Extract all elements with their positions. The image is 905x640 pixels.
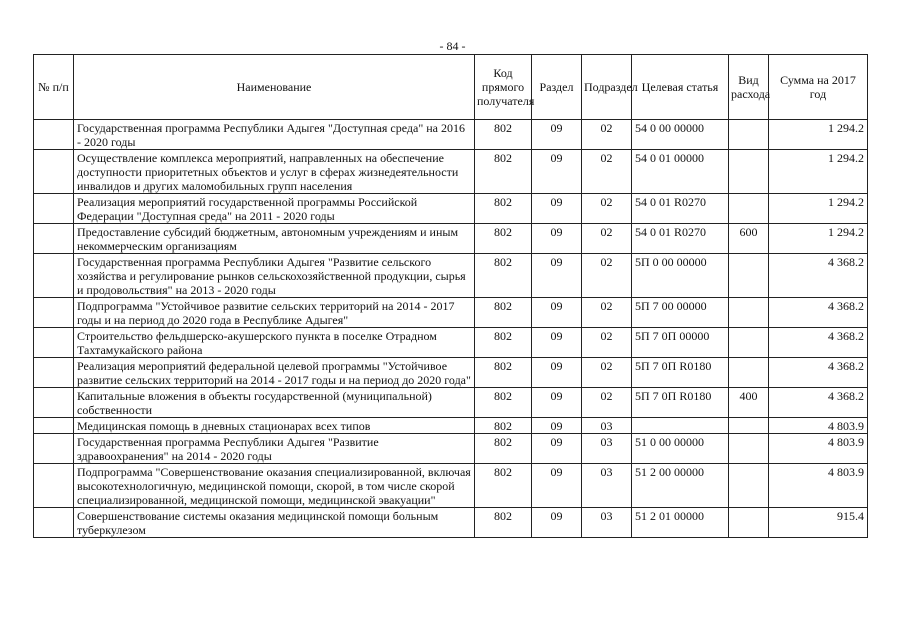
cell-sum: 4 803.9 xyxy=(769,464,868,508)
cell-target xyxy=(632,418,729,434)
header-code: Код прямого получателя xyxy=(475,55,532,120)
cell-target: 5П 7 0П 00000 xyxy=(632,328,729,358)
cell-name: Подпрограмма "Устойчивое развитие сельских территорий на 2014 - 2017 годы и на период до 2020 года в Республике Адыгея" xyxy=(74,298,475,328)
cell-section: 09 xyxy=(532,150,582,194)
header-num: № п/п xyxy=(34,55,74,120)
header-row xyxy=(34,55,868,120)
cell-num xyxy=(34,328,74,358)
table-row xyxy=(34,328,868,358)
cell-type: 400 xyxy=(729,388,769,418)
cell-section: 09 xyxy=(532,254,582,298)
cell-code: 802 xyxy=(475,358,532,388)
cell-section: 09 xyxy=(532,388,582,418)
cell-name: Реализация мероприятий государственной программы Российской Федерации "Доступная среда" на 2011 - 2020 годы xyxy=(74,194,475,224)
cell-code: 802 xyxy=(475,434,532,464)
cell-code: 802 xyxy=(475,298,532,328)
cell-section: 09 xyxy=(532,194,582,224)
header-section: Раздел xyxy=(532,55,582,120)
cell-section: 09 xyxy=(532,464,582,508)
budget-table xyxy=(33,54,868,538)
cell-section: 09 xyxy=(532,328,582,358)
cell-subsection: 02 xyxy=(582,298,632,328)
cell-code: 802 xyxy=(475,150,532,194)
table-row xyxy=(34,388,868,418)
cell-num xyxy=(34,464,74,508)
cell-target: 5П 7 00 00000 xyxy=(632,298,729,328)
cell-section: 09 xyxy=(532,120,582,150)
header-target: Целевая статья xyxy=(632,55,729,120)
cell-num xyxy=(34,150,74,194)
cell-target: 51 2 01 00000 xyxy=(632,508,729,538)
cell-target: 5П 7 0П R0180 xyxy=(632,358,729,388)
cell-code: 802 xyxy=(475,224,532,254)
cell-target: 54 0 00 00000 xyxy=(632,120,729,150)
cell-num xyxy=(34,418,74,434)
cell-name: Предоставление субсидий бюджетным, автономным учреждениям и иным некоммерческим организациям xyxy=(74,224,475,254)
cell-target: 54 0 01 R0270 xyxy=(632,224,729,254)
cell-sum: 4 803.9 xyxy=(769,434,868,464)
cell-name: Осуществление комплекса мероприятий, направленных на обеспечение доступности приоритетных объектов и услуг в сферах жизнедеятельности инвалидов и других маломобильных групп населения xyxy=(74,150,475,194)
table-row xyxy=(34,418,868,434)
cell-code: 802 xyxy=(475,328,532,358)
cell-name: Строительство фельдшерско-акушерского пункта в поселке Отрадном Тахтамукайского района xyxy=(74,328,475,358)
cell-type xyxy=(729,464,769,508)
cell-target: 5П 7 0П R0180 xyxy=(632,388,729,418)
cell-code: 802 xyxy=(475,120,532,150)
cell-type xyxy=(729,418,769,434)
cell-sum: 4 368.2 xyxy=(769,254,868,298)
cell-code: 802 xyxy=(475,508,532,538)
cell-type xyxy=(729,328,769,358)
cell-subsection: 02 xyxy=(582,358,632,388)
cell-name: Государственная программа Республики Адыгея "Развитие сельского хозяйства и регулирование рынков сельскохозяйственной продукции, сырья и продовольствия" на 2013 - 2020 годы xyxy=(74,254,475,298)
cell-sum: 4 368.2 xyxy=(769,298,868,328)
table-row xyxy=(34,120,868,150)
cell-subsection: 03 xyxy=(582,418,632,434)
cell-subsection: 02 xyxy=(582,328,632,358)
cell-subsection: 03 xyxy=(582,464,632,508)
cell-name: Реализация мероприятий федеральной целевой программы "Устойчивое развитие сельских территорий на 2014 - 2017 годы и на период до 2020 года" xyxy=(74,358,475,388)
cell-section: 09 xyxy=(532,298,582,328)
cell-target: 54 0 01 00000 xyxy=(632,150,729,194)
cell-subsection: 02 xyxy=(582,224,632,254)
cell-sum: 4 368.2 xyxy=(769,358,868,388)
cell-sum: 1 294.2 xyxy=(769,120,868,150)
cell-name: Подпрограмма "Совершенствование оказания специализированной, включая высокотехнологичную, медицинской помощи, скорой, в том числе скорой специализированной, медицинской помощи, медицинской эвакуации" xyxy=(74,464,475,508)
cell-sum: 915.4 xyxy=(769,508,868,538)
cell-subsection: 02 xyxy=(582,388,632,418)
cell-num xyxy=(34,298,74,328)
cell-code: 802 xyxy=(475,388,532,418)
cell-subsection: 02 xyxy=(582,150,632,194)
cell-num xyxy=(34,388,74,418)
cell-sum: 1 294.2 xyxy=(769,194,868,224)
cell-num xyxy=(34,194,74,224)
cell-code: 802 xyxy=(475,418,532,434)
cell-target: 5П 0 00 00000 xyxy=(632,254,729,298)
cell-type xyxy=(729,254,769,298)
cell-sum: 4 368.2 xyxy=(769,388,868,418)
table-row xyxy=(34,150,868,194)
cell-section: 09 xyxy=(532,418,582,434)
cell-num xyxy=(34,224,74,254)
table-row xyxy=(34,224,868,254)
table-row xyxy=(34,358,868,388)
cell-code: 802 xyxy=(475,254,532,298)
table-row xyxy=(34,508,868,538)
header-type: Вид расхода xyxy=(729,55,769,120)
cell-type xyxy=(729,298,769,328)
table-row xyxy=(34,464,868,508)
cell-num xyxy=(34,434,74,464)
cell-type xyxy=(729,194,769,224)
cell-sum: 1 294.2 xyxy=(769,150,868,194)
cell-type xyxy=(729,150,769,194)
cell-section: 09 xyxy=(532,224,582,254)
header-subsection: Подраздел xyxy=(582,55,632,120)
cell-type xyxy=(729,120,769,150)
table-row xyxy=(34,254,868,298)
cell-name: Государственная программа Республики Адыгея "Доступная среда" на 2016 - 2020 годы xyxy=(74,120,475,150)
cell-section: 09 xyxy=(532,434,582,464)
cell-code: 802 xyxy=(475,464,532,508)
cell-subsection: 02 xyxy=(582,254,632,298)
cell-target: 51 2 00 00000 xyxy=(632,464,729,508)
cell-subsection: 03 xyxy=(582,434,632,464)
table-row xyxy=(34,194,868,224)
cell-type: 600 xyxy=(729,224,769,254)
table-row xyxy=(34,298,868,328)
cell-num xyxy=(34,508,74,538)
table-row xyxy=(34,434,868,464)
cell-sum: 4 368.2 xyxy=(769,328,868,358)
cell-type xyxy=(729,434,769,464)
cell-name: Государственная программа Республики Адыгея "Развитие здравоохранения" на 2014 - 2020 годы xyxy=(74,434,475,464)
cell-num xyxy=(34,358,74,388)
header-sum: Сумма на 2017 год xyxy=(769,55,868,120)
cell-target: 51 0 00 00000 xyxy=(632,434,729,464)
cell-num xyxy=(34,120,74,150)
cell-type xyxy=(729,358,769,388)
cell-subsection: 02 xyxy=(582,120,632,150)
cell-section: 09 xyxy=(532,358,582,388)
cell-name: Медицинская помощь в дневных стационарах всех типов xyxy=(74,418,475,434)
cell-sum: 4 803.9 xyxy=(769,418,868,434)
cell-subsection: 02 xyxy=(582,194,632,224)
cell-subsection: 03 xyxy=(582,508,632,538)
cell-name: Капитальные вложения в объекты государственной (муниципальной) собственности xyxy=(74,388,475,418)
cell-type xyxy=(729,508,769,538)
cell-sum: 1 294.2 xyxy=(769,224,868,254)
cell-section: 09 xyxy=(532,508,582,538)
header-name: Наименование xyxy=(74,55,475,120)
cell-code: 802 xyxy=(475,194,532,224)
cell-num xyxy=(34,254,74,298)
cell-name: Совершенствование системы оказания медицинской помощи больным туберкулезом xyxy=(74,508,475,538)
cell-target: 54 0 01 R0270 xyxy=(632,194,729,224)
page-number: - 84 - xyxy=(439,39,466,53)
